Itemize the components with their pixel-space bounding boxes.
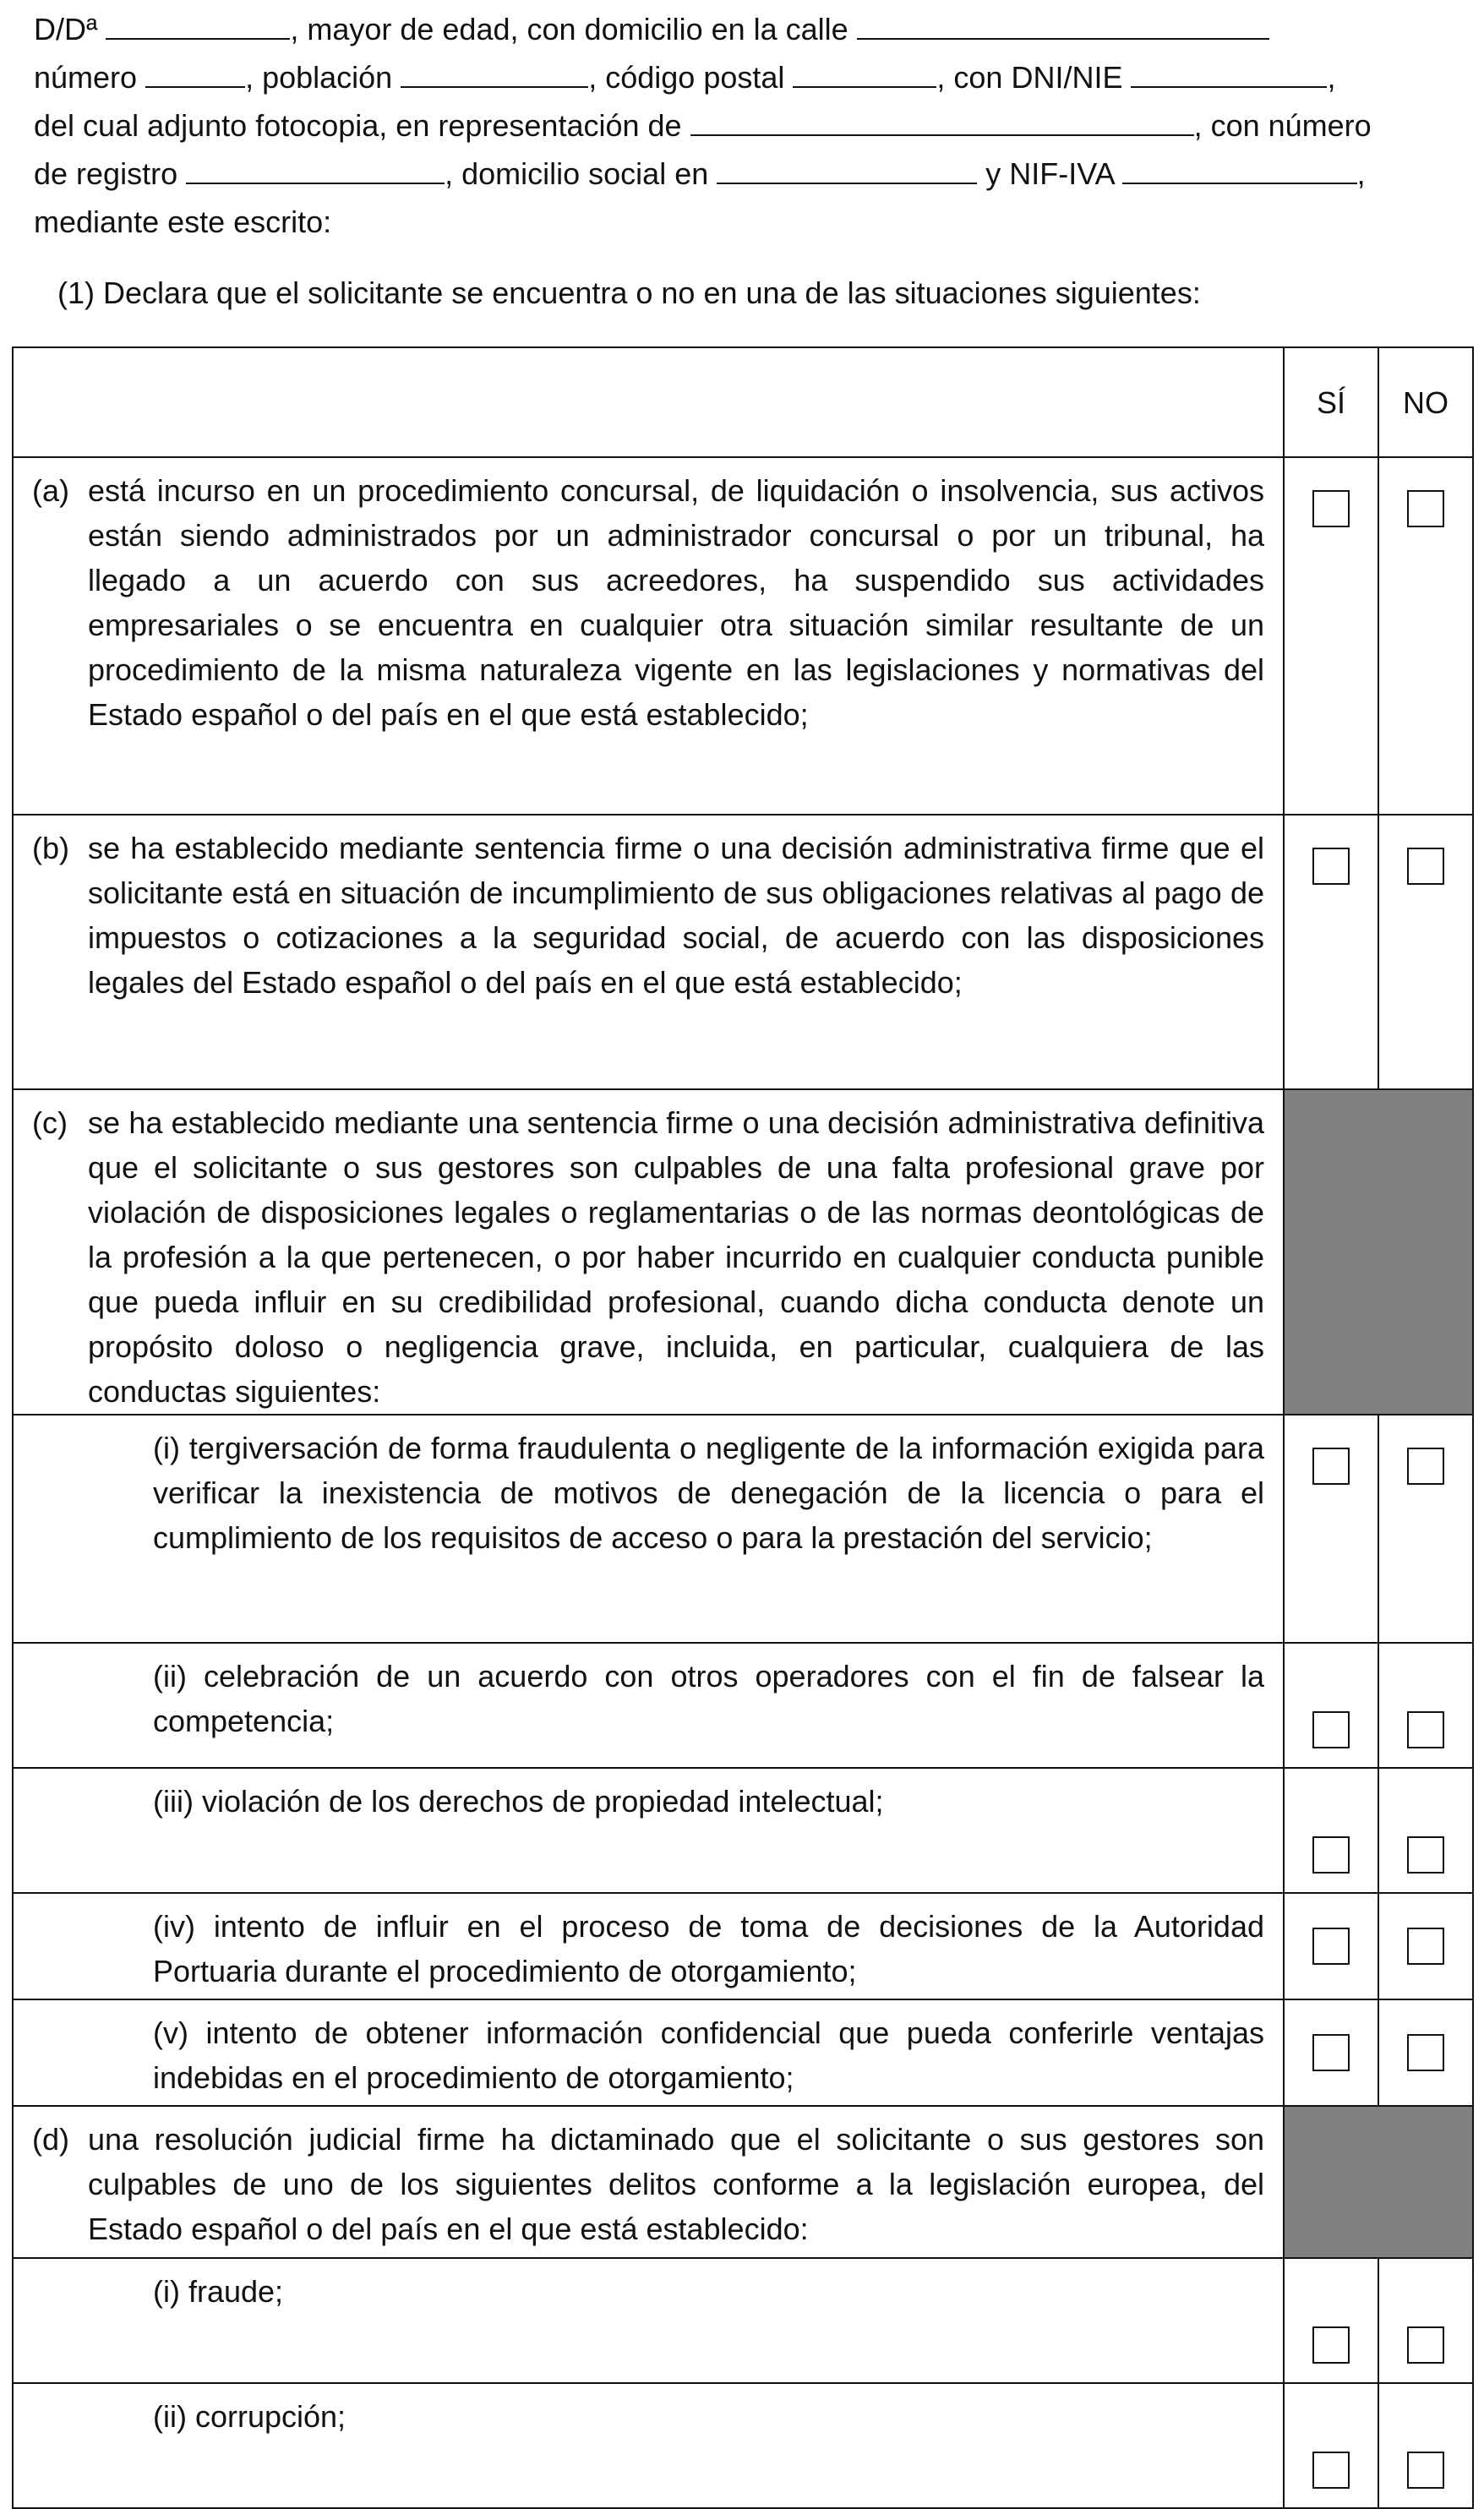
table-row [13,2383,1473,2508]
no-checkbox-a[interactable] [1407,490,1444,527]
table-row [13,1415,1473,1643]
header-no: NO [1378,347,1473,457]
yes-checkbox-d-i[interactable] [1312,2326,1350,2364]
yes-checkbox-b[interactable] [1312,848,1350,885]
item-marker: (d) [32,2122,69,2157]
subitem-text: (ii) corrupción; [153,2399,346,2434]
vat-field[interactable] [1122,152,1357,184]
representation-field[interactable] [690,104,1194,136]
item-text: está incurso en un procedimiento concursal, de liquidación o insolvencia, sus activos están siendo administrados por un administrador concursal o por un tribunal, ha llegado a un acuerdo con sus acreedores, ha suspendido sus actividades empresariales o se encuentra en cualquier otra situación similar resultante de un procedimiento de la misma naturaleza vigente en las legislaciones y normativas del Estado español o del país en el que está establecido; [88,473,1264,732]
registered-office-field[interactable] [717,152,977,184]
no-checkbox-c-i[interactable] [1407,1448,1444,1485]
intro-line-4: de registro , domicilio social en y NIF-IVA , [34,150,1454,198]
yes-checkbox-c-iii[interactable] [1312,1836,1350,1874]
yes-checkbox-c-ii[interactable] [1312,1711,1350,1748]
table-row [13,457,1473,815]
intro-line-5: mediante este escrito: [34,205,332,239]
table-row [13,1999,1473,2106]
item-text: se ha establecido mediante sentencia firme o una decisión administrativa firme que el solicitante está en situación de incumplimiento de sus obligaciones relativas al pago de impuestos o cotizaciones a la seguridad social, de acuerdo con las disposiciones legales del Estado español o del país en el que está establecido; [88,831,1264,1000]
table-header-row [13,347,1473,457]
subitem-text: (ii) celebración de un acuerdo con otros operadores con el fin de falsear la competencia; [153,1659,1264,1738]
yes-checkbox-d-ii[interactable] [1312,2452,1350,2489]
declaration-heading: (1) Declara que el solicitante se encuentra o no en una de las situaciones siguientes: [57,275,1201,310]
no-checkbox-c-ii[interactable] [1407,1711,1444,1748]
no-checkbox-d-i[interactable] [1407,2326,1444,2364]
table-row [13,2106,1473,2258]
street-field[interactable] [857,8,1269,40]
header-yes: SÍ [1284,347,1378,457]
item-text: una resolución judicial firme ha dictaminado que el solicitante o sus gestores son culpables de uno de los siguientes delitos conforme a la legislación europea, del Estado español o del país en el que está establecido: [88,2122,1264,2246]
table-row [13,815,1473,1089]
table-row [13,2258,1473,2383]
no-checkbox-c-v[interactable] [1407,2034,1444,2071]
item-marker: (c) [32,1105,68,1140]
subitem-text: (iv) intento de influir en el proceso de toma de decisiones de la Autoridad Portuaria durante el procedimiento de otorgamiento; [153,1909,1264,1988]
yes-checkbox-c-iv[interactable] [1312,1928,1350,1965]
item-marker: (a) [32,473,69,508]
intro-line-1: D/Dª , mayor de edad, con domicilio en la calle [34,5,1454,53]
street-number-field[interactable] [145,56,245,88]
yes-checkbox-a[interactable] [1312,490,1350,527]
header-blank-cell [13,347,1284,457]
subitem-text: (iii) violación de los derechos de propiedad intelectual; [153,1784,884,1819]
name-field[interactable] [106,8,290,40]
item-text: se ha establecido mediante una sentencia firme o una decisión administrativa definitiva que el solicitante o sus gestores son culpables de una falta profesional grave por violación de disposiciones legales o reglamentarias o de las normas deontológicas de la profesión a la que pertenecen, o por haber incurrido en cualquier conducta punible que pueda influir en su credibilidad profesional, cuando dicha conducta denote un propósito doloso o negligencia grave, incluida, en particular, cualquiera de las conductas siguientes: [88,1105,1264,1409]
intro-paragraph [34,5,1454,246]
no-checkbox-d-ii[interactable] [1407,2452,1444,2489]
no-checkbox-c-iii[interactable] [1407,1836,1444,1874]
yes-checkbox-c-v[interactable] [1312,2034,1350,2071]
dni-field[interactable] [1131,56,1327,88]
table-row [13,1768,1473,1893]
table-row [13,1893,1473,1999]
no-checkbox-b[interactable] [1407,848,1444,885]
subitem-text: (v) intento de obtener información confidencial que pueda conferirle ventajas indebidas en el procedimiento de otorgamiento; [153,2015,1264,2095]
item-marker: (b) [32,831,69,865]
intro-line-3: del cual adjunto fotocopia, en representación de , con número [34,101,1454,150]
no-checkbox-c-iv[interactable] [1407,1928,1444,1965]
subitem-text: (i) fraude; [153,2274,284,2309]
yes-checkbox-c-i[interactable] [1312,1448,1350,1485]
shaded-cell [1284,2106,1473,2258]
postal-code-field[interactable] [793,56,936,88]
town-field[interactable] [401,56,588,88]
registry-number-field[interactable] [186,152,445,184]
intro-line-2: número , población , código postal , con DNI/NIE , [34,53,1454,101]
situations-table [12,346,1474,2509]
table-row [13,1643,1473,1768]
subitem-text: (i) tergiversación de forma fraudulenta o negligente de la información exigida para verificar la inexistencia de motivos de denegación de la licencia o para el cumplimiento de los requisitos de acceso o para la prestación del servicio; [153,1431,1264,1555]
table-row [13,1089,1473,1415]
shaded-cell [1284,1089,1473,1415]
